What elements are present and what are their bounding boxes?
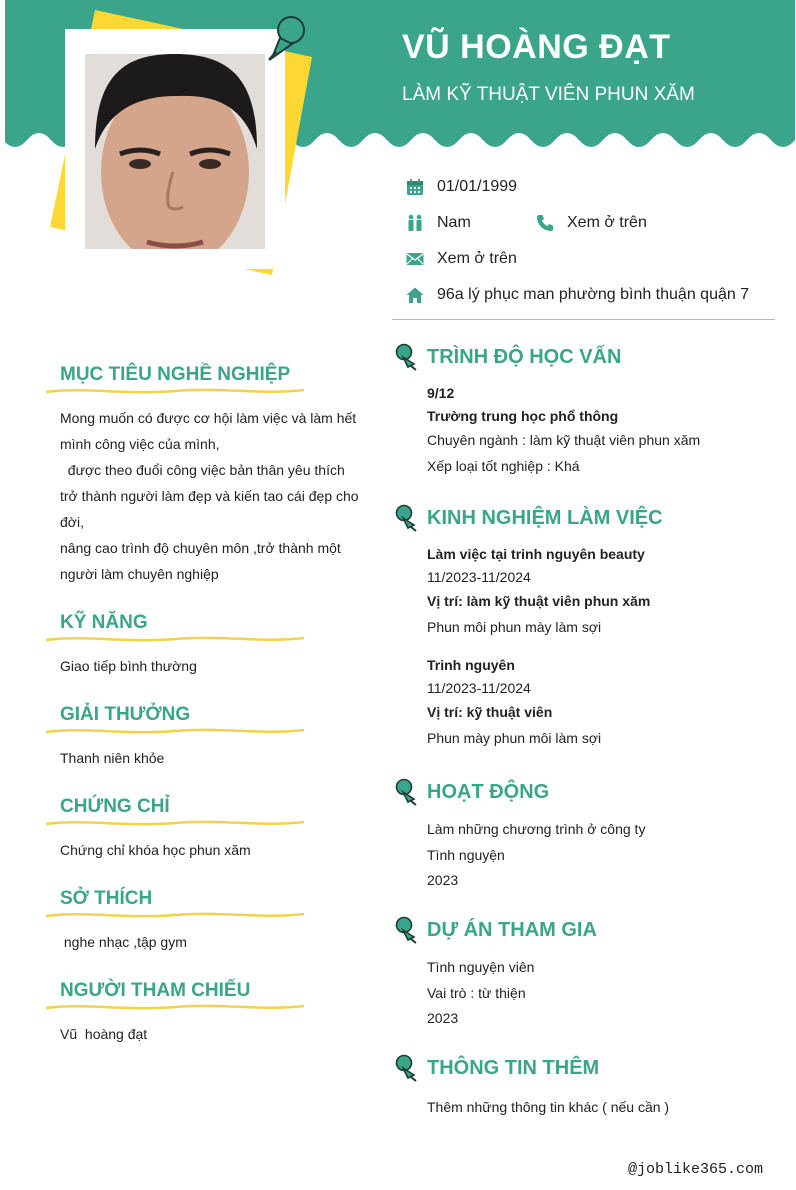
wave-divider [46,727,304,735]
section-title: MỤC TIÊU NGHỀ NGHIỆP [60,364,291,385]
pushpin-icon [392,778,418,806]
address-value: 96a lý phục man phường bình thuận quận 7 [437,286,750,303]
section-title: TRÌNH ĐỘ HỌC VẤN [427,345,622,368]
wave-divider [46,387,304,395]
skills-text: Giao tiếp bình thường [60,658,197,674]
wave-divider [46,1003,304,1011]
home-icon [406,286,424,304]
section-references [46,980,366,1047]
section-title: KINH NGHIỆM LÀM VIỆC [427,506,663,529]
birthday-value: 01/01/1999 [437,178,518,195]
wave-divider [46,819,304,827]
job-period: 11/2023-11/2024 [427,680,531,696]
pushpin-icon [392,916,418,944]
job-position: Vị trí: kỹ thuật viên [427,704,553,720]
education-grade: 9/12 [427,385,455,401]
projects-line: 2023 [427,1010,459,1026]
section-activities [392,777,782,894]
section-title: THÔNG TIN THÊM [427,1056,600,1079]
section-awards [46,704,366,771]
education-major: Chuyên ngành : làm kỹ thuật viên phun xăm [427,432,701,448]
projects-line: Tình nguyện viên [427,959,535,975]
section-additional [392,1053,782,1121]
education-rank: Xếp loại tốt nghiệp : Khá [427,457,580,474]
mail-icon [406,250,424,268]
job-description: Phun mày phun môi làm sợi [427,729,602,746]
references-text: Vũ hoàng đạt [60,1026,148,1042]
phone-icon [536,214,554,232]
contact-email [406,250,517,268]
job-description: Phun môi phun mày làm sợi [427,618,602,635]
profile-photo [85,54,265,249]
activities-line: Tình nguyện [427,846,505,863]
footer-brand: @joblike365.com [627,1161,763,1178]
contact-divider [392,319,775,320]
gender-value: Nam [437,214,471,231]
contact-address [406,286,749,304]
section-hobbies [46,888,366,955]
experience-item [427,654,782,751]
awards-text: Thanh niên khỏe [60,750,165,766]
contact-phone [536,214,647,232]
job-position: Vị trí: làm kỹ thuật viên phun xăm [427,593,651,609]
pushpin-icon [266,14,308,62]
section-title: CHỨNG CHỈ [60,796,170,817]
activities-line: 2023 [427,872,459,888]
email-value: Xem ở trên [437,250,517,267]
section-skills [46,612,366,679]
hobbies-text: nghe nhạc ,tập gym [60,934,187,950]
contact-birthday [406,178,517,196]
section-title: HOẠT ĐỘNG [427,780,550,803]
section-objective [46,364,366,587]
pushpin-icon [392,504,418,532]
experience-item [427,543,782,640]
additional-text: Thêm những thông tin khác ( nếu cần ) [427,1099,670,1115]
section-title: NGƯỜI THAM CHIẾU [60,980,251,1001]
job-company: Làm việc tại trinh nguyên beauty [427,546,645,562]
pushpin-icon [392,1054,418,1082]
section-title: KỸ NĂNG [60,612,148,633]
wave-divider [46,911,304,919]
section-education [392,342,782,479]
calendar-icon [406,178,424,196]
wave-divider [46,635,304,643]
section-title: GIẢI THƯỞNG [60,704,191,725]
job-company: Trinh nguyên [427,657,515,673]
candidate-name: VŨ HOÀNG ĐẠT [402,28,671,66]
section-projects [392,915,782,1032]
contact-gender [406,214,471,232]
section-title: SỞ THÍCH [60,888,153,909]
section-title: DỰ ÁN THAM GIA [427,918,597,941]
phone-value: Xem ở trên [567,214,647,231]
education-school: Trường trung học phổ thông [427,408,619,424]
job-period: 11/2023-11/2024 [427,569,531,585]
section-certificates [46,796,366,863]
objective-text: Mong muốn có được cơ hội làm việc và làm hết mình công việc của mình, được theo đuổi công việc bản thân yêu thích trở thành người làm đẹp và kiến tao cái đẹp cho đời, nâng cao trình độ chuyên môn ,trở thành một người làm chuyên nghiệp [60,410,359,582]
activities-line: Làm những chương trình ở công ty [427,821,646,837]
section-experience [392,503,782,751]
projects-line: Vai trò : từ thiện [427,984,526,1001]
pushpin-icon [392,343,418,371]
gender-icon [406,214,424,232]
certificates-text: Chứng chỉ khóa học phun xăm [60,842,251,858]
candidate-job-title: LÀM KỸ THUẬT VIÊN PHUN XĂM [402,84,695,105]
